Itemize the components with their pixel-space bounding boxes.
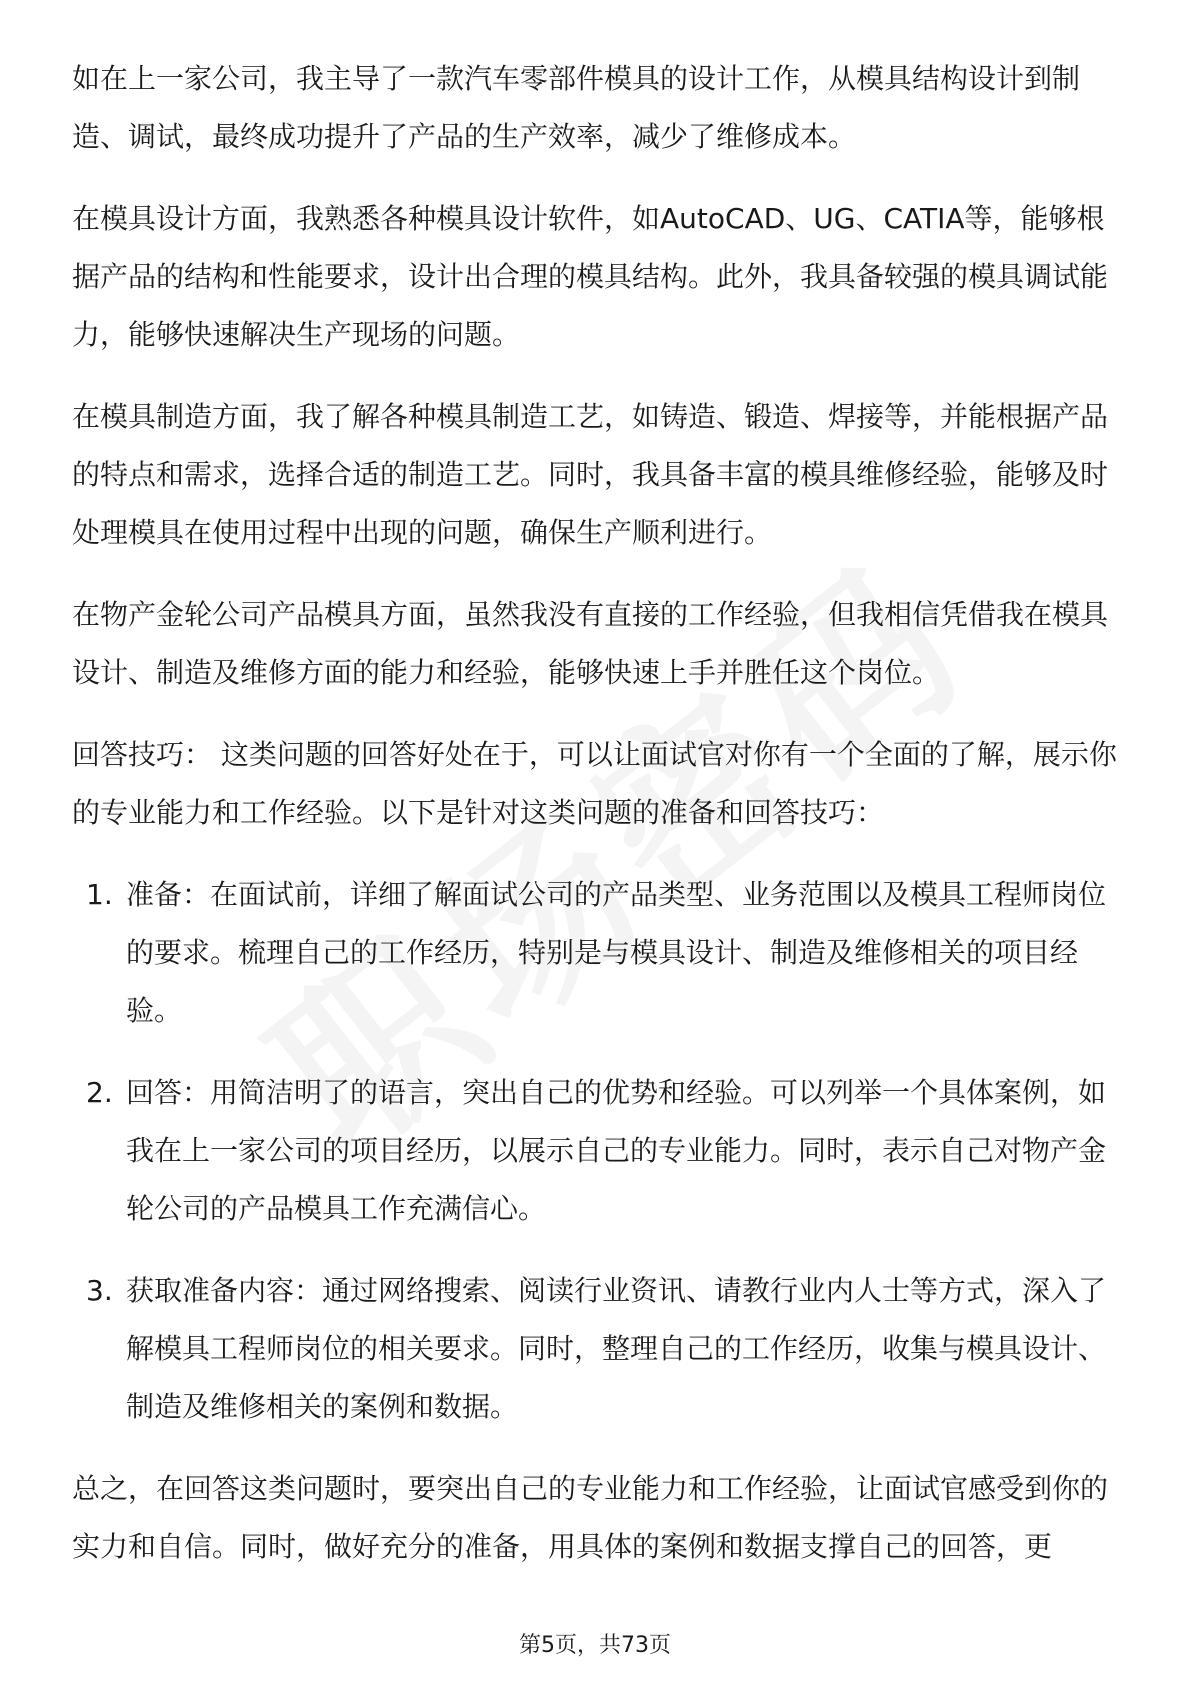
list-item-text: 获取准备内容：通过网络搜索、阅读行业资讯、请教行业内人士等方式，深入了解模具工程师岗位的相关要求。同时，整理自己的工作经历，收集与模具设计、制造及维修相关的案例和数据。	[126, 1274, 1107, 1423]
paragraph-mold-manufacturing: 在模具制造方面，我了解各种模具制造工艺，如铸造、锻造、焊接等，并能根据产品的特点和需求，选择合适的制造工艺。同时，我具备丰富的模具维修经验，能够及时处理模具在使用过程中出现的问题，确保生产顺利进行。	[72, 400, 1109, 549]
paragraph-company-fit: 在物产金轮公司产品模具方面，虽然我没有直接的工作经验，但我相信凭借我在模具设计、制造及维修方面的能力和经验，能够快速上手并胜任这个岗位。	[72, 598, 1109, 689]
paragraph-closing: 总之，在回答这类问题时，要突出自己的专业能力和工作经验，让面试官感受到你的实力和自信。同时，做好充分的准备，用具体的案例和数据支撑自己的回答，更	[72, 1472, 1109, 1563]
list-item	[72, 1064, 1122, 1238]
list-item	[72, 1262, 1122, 1436]
list-number: 2.	[86, 1076, 113, 1109]
list-item-text: 回答：用简洁明了的语言，突出自己的优势和经验。可以列举一个具体案例，如我在上一家公司的项目经历，以展示自己的专业能力。同时，表示自己对物产金轮公司的产品模具工作充满信心。	[126, 1076, 1107, 1225]
paragraph-answer-tips: 回答技巧： 这类问题的回答好处在于，可以让面试官对你有一个全面的了解，展示你的专业能力和工作经验。以下是针对这类问题的准备和回答技巧：	[72, 738, 1117, 829]
page-number: 第5页，共73页	[519, 1633, 671, 1658]
tips-list	[72, 866, 1122, 1436]
list-number: 3.	[86, 1274, 113, 1307]
paragraph-mold-design: 在模具设计方面，我熟悉各种模具设计软件，如AutoCAD、UG、CATIA等，能够根据产品的结构和性能要求，设计出合理的模具结构。此外，我具备较强的模具调试能力，能够快速解决生产现场的问题。	[72, 202, 1109, 351]
paragraph-previous-experience: 如在上一家公司，我主导了一款汽车零部件模具的设计工作，从模具结构设计到制造、调试，最终成功提升了产品的生产效率，减少了维修成本。	[72, 62, 1081, 153]
list-item-text: 准备：在面试前，详细了解面试公司的产品类型、业务范围以及模具工程师岗位的要求。梳理自己的工作经历，特别是与模具设计、制造及维修相关的项目经验。	[126, 878, 1107, 1027]
document-body	[72, 50, 1122, 1600]
list-item	[72, 866, 1122, 1040]
list-number: 1.	[86, 878, 113, 911]
